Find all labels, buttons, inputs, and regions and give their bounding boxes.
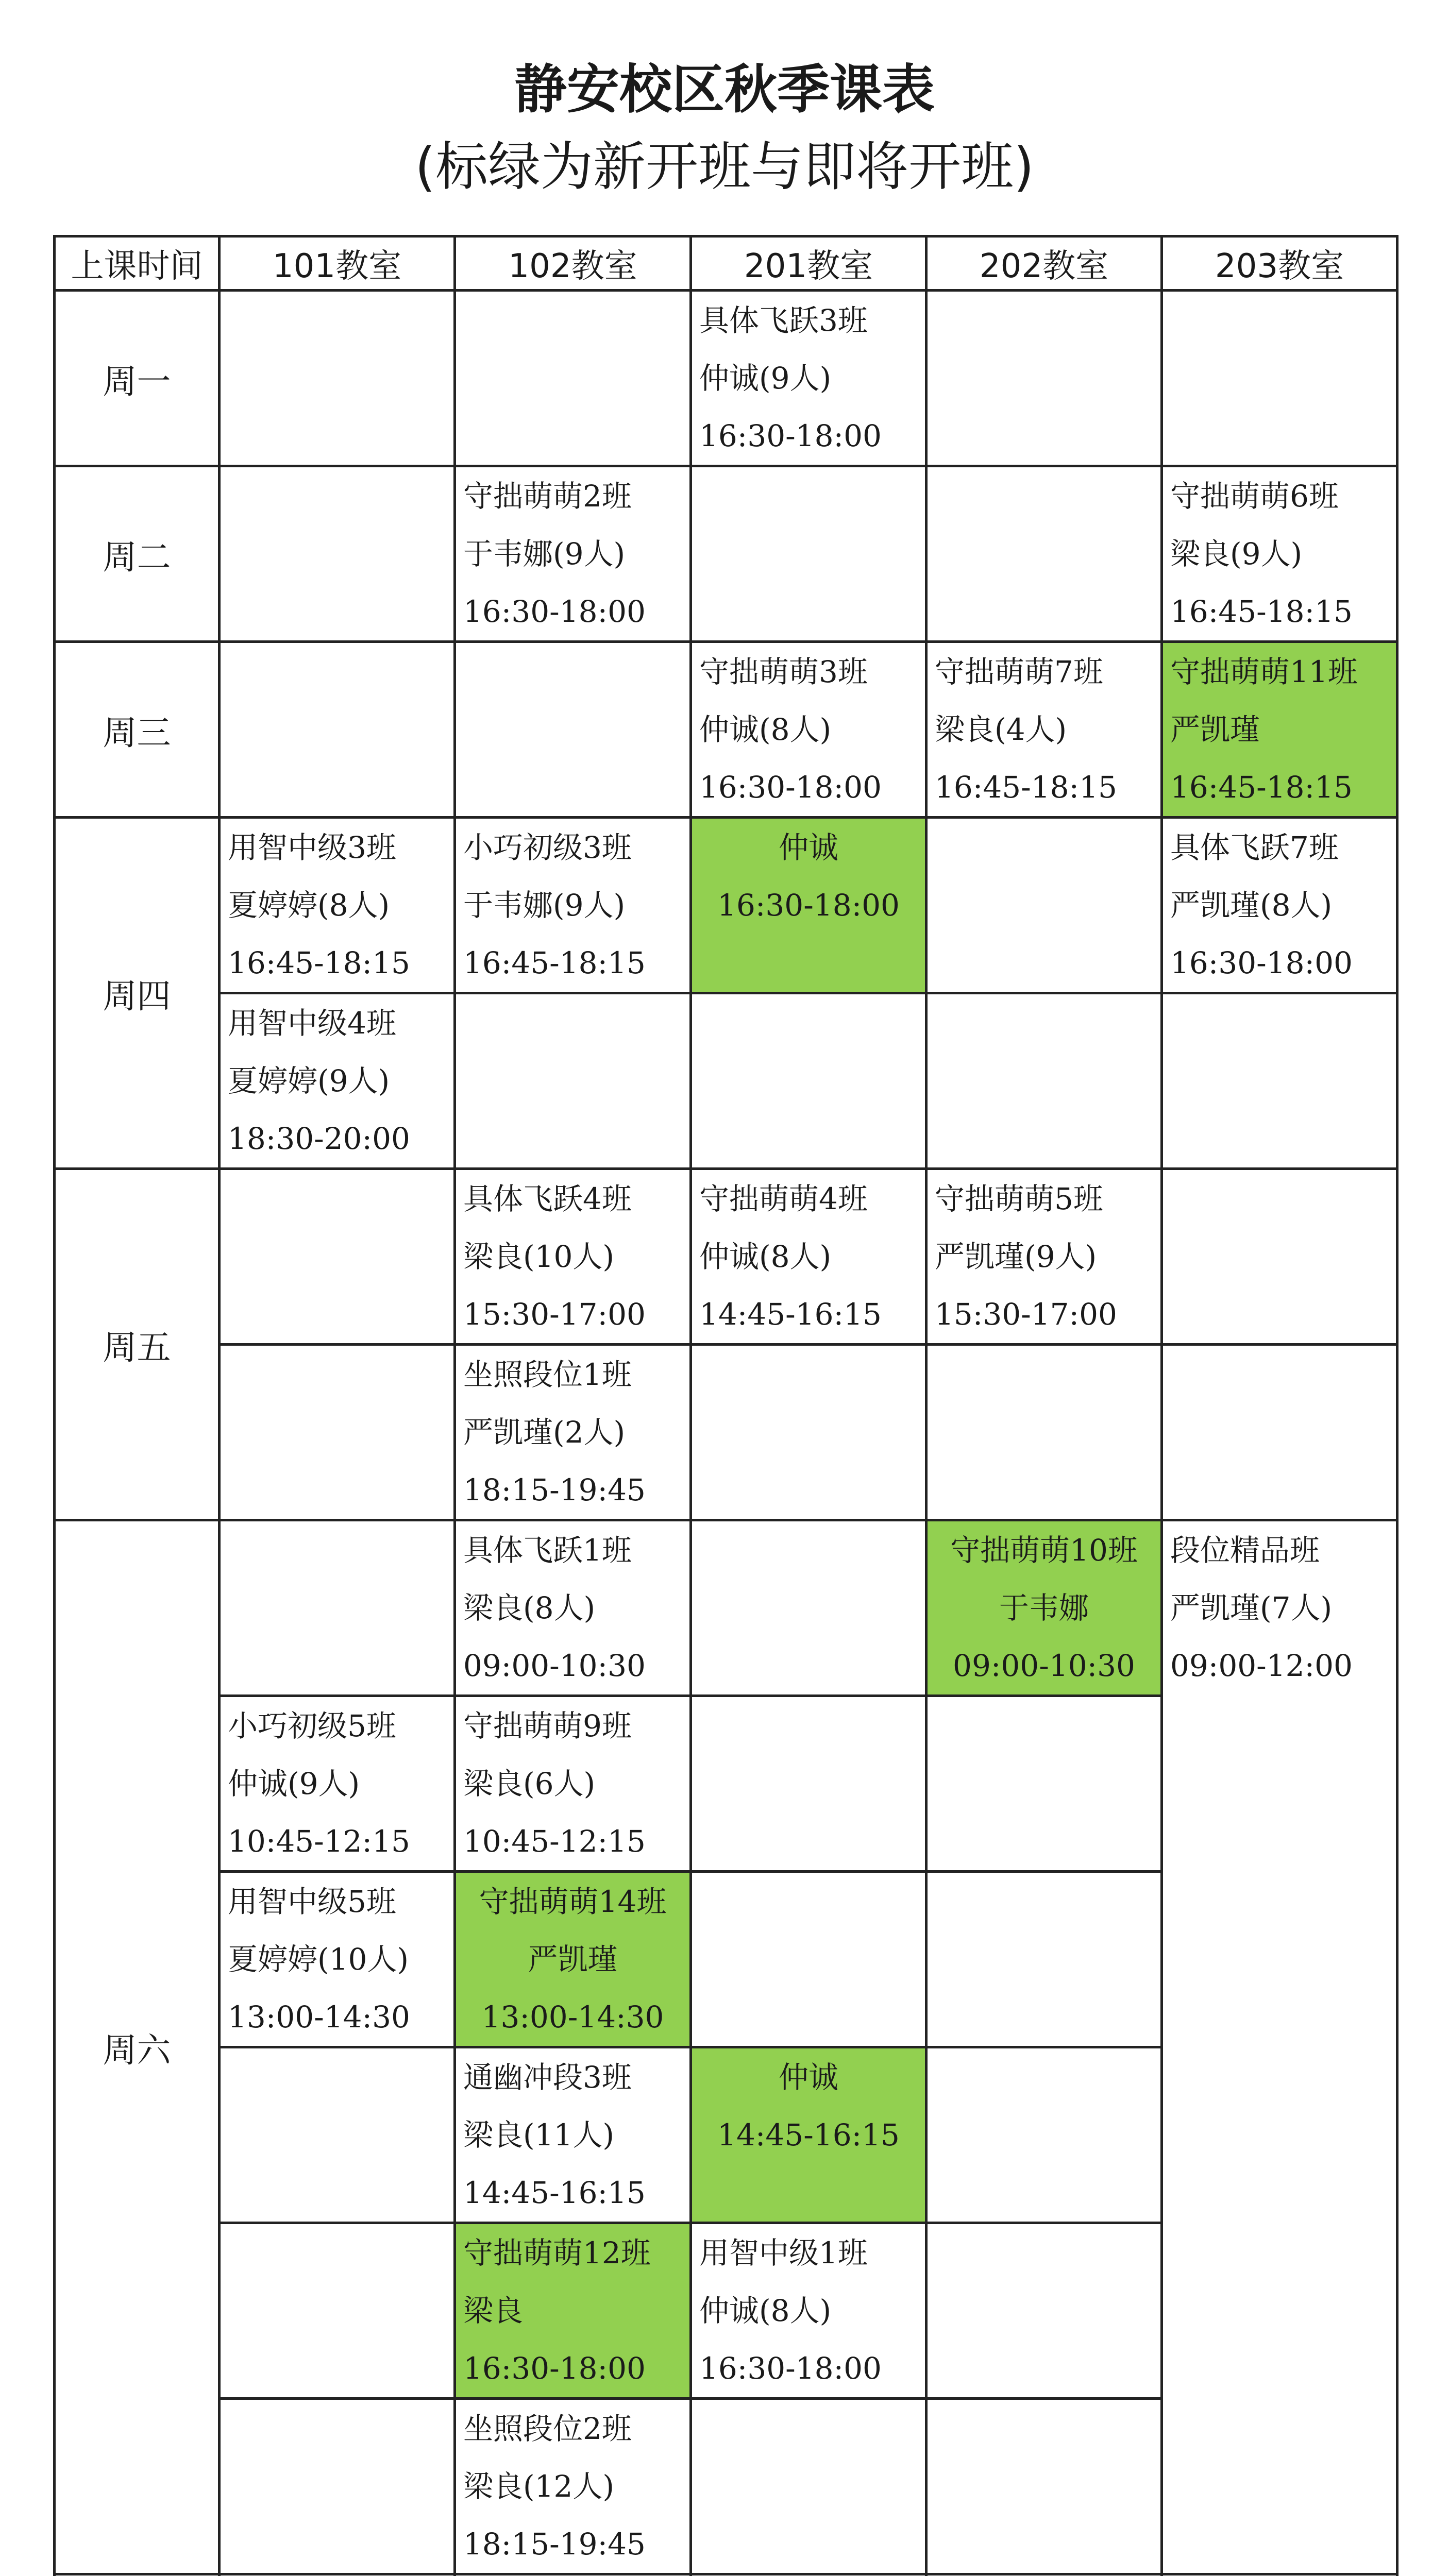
empty-cell [926,2399,1162,2574]
class-teacher: 梁良(10人) [463,1239,615,1274]
class-time: 16:30-18:00 [699,770,882,805]
class-name: 用智中级5班 [228,1884,396,1919]
class-name: 用智中级1班 [699,2235,868,2270]
empty-cell [691,466,926,642]
header-time: 上课时间 [55,236,220,291]
class-time: 13:00-14:30 [228,1999,410,2035]
empty-cell [455,993,691,1169]
class-teacher: 夏婷婷(9人) [228,1063,390,1098]
class-cell [455,466,691,642]
class-cell [691,2223,926,2399]
class-name: 通幽冲段3班 [463,2060,632,2095]
class-cell [1162,2574,1397,2576]
class-cell-new [691,2047,926,2223]
class-teacher: 梁良(6人) [463,1766,596,1801]
empty-cell [691,993,926,1169]
class-cell [455,818,691,993]
class-cell [455,2047,691,2223]
class-time: 16:30-18:00 [463,594,646,629]
class-time: 09:00-10:30 [463,1648,646,1683]
empty-cell [926,818,1162,993]
table-row [55,818,1397,993]
class-time: 16:30-18:00 [699,418,882,453]
empty-cell [1162,1345,1397,1520]
class-time: 16:45-18:15 [228,945,410,980]
empty-cell [926,291,1162,466]
class-time: 16:30-18:00 [699,2351,882,2386]
header-room-102: 102教室 [455,236,691,291]
class-teacher: 夏婷婷(8人) [228,888,390,923]
empty-cell [220,2574,455,2576]
class-cell [1162,466,1397,642]
day-label: 周五 [55,1169,220,1520]
empty-cell [220,291,455,466]
empty-cell [926,1696,1162,1872]
empty-cell [220,2047,455,2223]
class-name: 守拙萌萌4班 [699,1181,868,1216]
table-row [55,1520,1397,1696]
class-time: 18:15-19:45 [463,1472,646,1507]
empty-cell [455,642,691,818]
class-name: 仲诚 [778,830,838,865]
class-teacher: 梁良(4人) [935,712,1067,747]
class-time: 18:30-20:00 [228,1121,410,1156]
class-time: 16:30-18:00 [463,2351,646,2386]
class-name: 守拙萌萌6班 [1170,479,1339,514]
class-teacher: 于韦娜(9人) [463,888,626,923]
class-cell [691,291,926,466]
class-time: 16:30-18:00 [717,888,900,923]
table-row [55,2574,1397,2576]
empty-cell [220,466,455,642]
class-time: 10:45-12:15 [228,1824,410,1859]
class-cell [691,642,926,818]
class-time: 16:45-18:15 [935,770,1117,805]
class-time: 09:00-12:00 [1170,1648,1353,1683]
class-name: 用智中级3班 [228,830,396,865]
class-time: 14:45-16:15 [699,1297,882,1332]
empty-cell [220,642,455,818]
class-name: 仲诚 [778,2060,838,2095]
class-time: 15:30-17:00 [463,1297,646,1332]
class-cell [1162,818,1397,993]
class-cell-new [691,818,926,993]
empty-cell [220,1345,455,1520]
class-name: 守拙萌萌12班 [463,2235,651,2270]
class-time: 13:00-14:30 [481,1999,664,2035]
day-label: 周四 [55,818,220,1169]
class-name: 具体飞跃1班 [463,1533,632,1568]
empty-cell [926,993,1162,1169]
day-label: 周三 [55,642,220,818]
empty-cell [1162,1169,1397,1345]
class-teacher: 严凯瑾 [528,1942,618,1977]
empty-cell [926,1872,1162,2047]
class-cell [926,642,1162,818]
class-time: 16:45-18:15 [463,945,646,980]
class-teacher: 梁良(9人) [1170,536,1303,571]
class-cell [455,1520,691,1696]
class-name: 守拙萌萌7班 [935,654,1103,689]
class-name: 坐照段位1班 [463,1357,632,1392]
header-room-202: 202教室 [926,236,1162,291]
day-label [55,2574,220,2576]
schedule-table [53,235,1399,2576]
empty-cell [220,2223,455,2399]
empty-cell [220,1520,455,1696]
class-teacher: 于韦娜 [999,1590,1089,1625]
class-name: 守拙萌萌11班 [1170,654,1358,689]
empty-cell [926,466,1162,642]
class-cell [455,2399,691,2574]
day-label: 周六 [55,1520,220,2574]
class-teacher: 梁良(8人) [463,1590,596,1625]
class-time: 10:45-12:15 [463,1824,646,1859]
table-row [55,993,1397,1169]
title-line-2: (标绿为新开班与即将开班) [415,137,1034,198]
class-time: 18:15-19:45 [463,2527,646,2562]
class-teacher: 严凯瑾 [1170,712,1260,747]
class-name: 守拙萌萌14班 [479,1884,667,1919]
class-teacher: 仲诚(9人) [228,1766,360,1801]
class-teacher: 严凯瑾(7人) [1170,1590,1333,1625]
table-row [55,291,1397,466]
class-cell [455,2574,691,2576]
empty-cell [691,1696,926,1872]
class-cell [926,1169,1162,1345]
empty-cell [691,1872,926,2047]
class-teacher: 梁良 [463,2293,524,2328]
class-time: 16:45-18:15 [1170,594,1353,629]
class-name: 守拙萌萌2班 [463,479,632,514]
class-cell-new [455,1872,691,2047]
class-time: 16:30-18:00 [1170,945,1353,980]
class-name: 小巧初级3班 [463,830,632,865]
class-cell [691,2574,926,2576]
class-cell [220,1872,455,2047]
empty-cell [926,2223,1162,2399]
class-name: 具体飞跃4班 [463,1181,632,1216]
class-time: 16:45-18:15 [1170,770,1353,805]
class-name: 具体飞跃3班 [699,303,868,338]
empty-cell [1162,993,1397,1169]
class-teacher: 梁良(12人) [463,2469,615,2504]
class-cell [691,1169,926,1345]
table-row [55,1169,1397,1345]
class-teacher: 仲诚(9人) [699,361,832,396]
class-teacher: 严凯瑾(2人) [463,1415,626,1450]
class-teacher: 仲诚(8人) [699,1239,832,1274]
class-name: 坐照段位2班 [463,2411,632,2446]
class-name: 守拙萌萌3班 [699,654,868,689]
header-room-203: 203教室 [1162,236,1397,291]
class-teacher: 严凯瑾(9人) [935,1239,1097,1274]
table-row [55,1345,1397,1520]
class-teacher: 仲诚(8人) [699,2293,832,2328]
empty-cell [220,1169,455,1345]
class-time: 09:00-10:30 [953,1648,1135,1683]
class-cell [220,1696,455,1872]
class-cell [455,1169,691,1345]
class-time: 14:45-16:15 [717,2117,900,2153]
class-teacher: 梁良(11人) [463,2117,615,2153]
empty-cell [691,2399,926,2574]
header-room-201: 201教室 [691,236,926,291]
class-name: 具体飞跃7班 [1170,830,1339,865]
class-teacher: 夏婷婷(10人) [228,1942,409,1977]
empty-cell [455,291,691,466]
day-label: 周一 [55,291,220,466]
day-label: 周二 [55,466,220,642]
empty-cell [1162,291,1397,466]
class-cell-new [455,2223,691,2399]
header-row [55,236,1397,291]
class-time: 14:45-16:15 [463,2175,646,2210]
empty-cell [220,2399,455,2574]
header-room-101: 101教室 [220,236,455,291]
page-title [0,52,1449,206]
class-cell [926,2574,1162,2576]
class-teacher: 严凯瑾(8人) [1170,888,1333,923]
empty-cell [691,1345,926,1520]
table-row [55,466,1397,642]
empty-cell [691,1520,926,1696]
class-name: 守拙萌萌10班 [950,1533,1138,1568]
class-name: 守拙萌萌9班 [463,1708,632,1743]
class-cell [455,1345,691,1520]
class-cell [1162,1520,1397,2574]
table-row [55,642,1397,818]
class-cell [220,993,455,1169]
empty-cell [926,2047,1162,2223]
empty-cell [926,1345,1162,1520]
class-name: 段位精品班 [1170,1533,1320,1568]
class-cell [220,818,455,993]
class-teacher: 于韦娜(9人) [463,536,626,571]
class-name: 小巧初级5班 [228,1708,396,1743]
class-cell-new [1162,642,1397,818]
class-time: 15:30-17:00 [935,1297,1117,1332]
title-line-1: 静安校区秋季课表 [514,59,935,121]
class-teacher: 仲诚(8人) [699,712,832,747]
class-cell-new [926,1520,1162,1696]
class-name: 守拙萌萌5班 [935,1181,1103,1216]
class-cell [455,1696,691,1872]
class-name: 用智中级4班 [228,1006,396,1041]
